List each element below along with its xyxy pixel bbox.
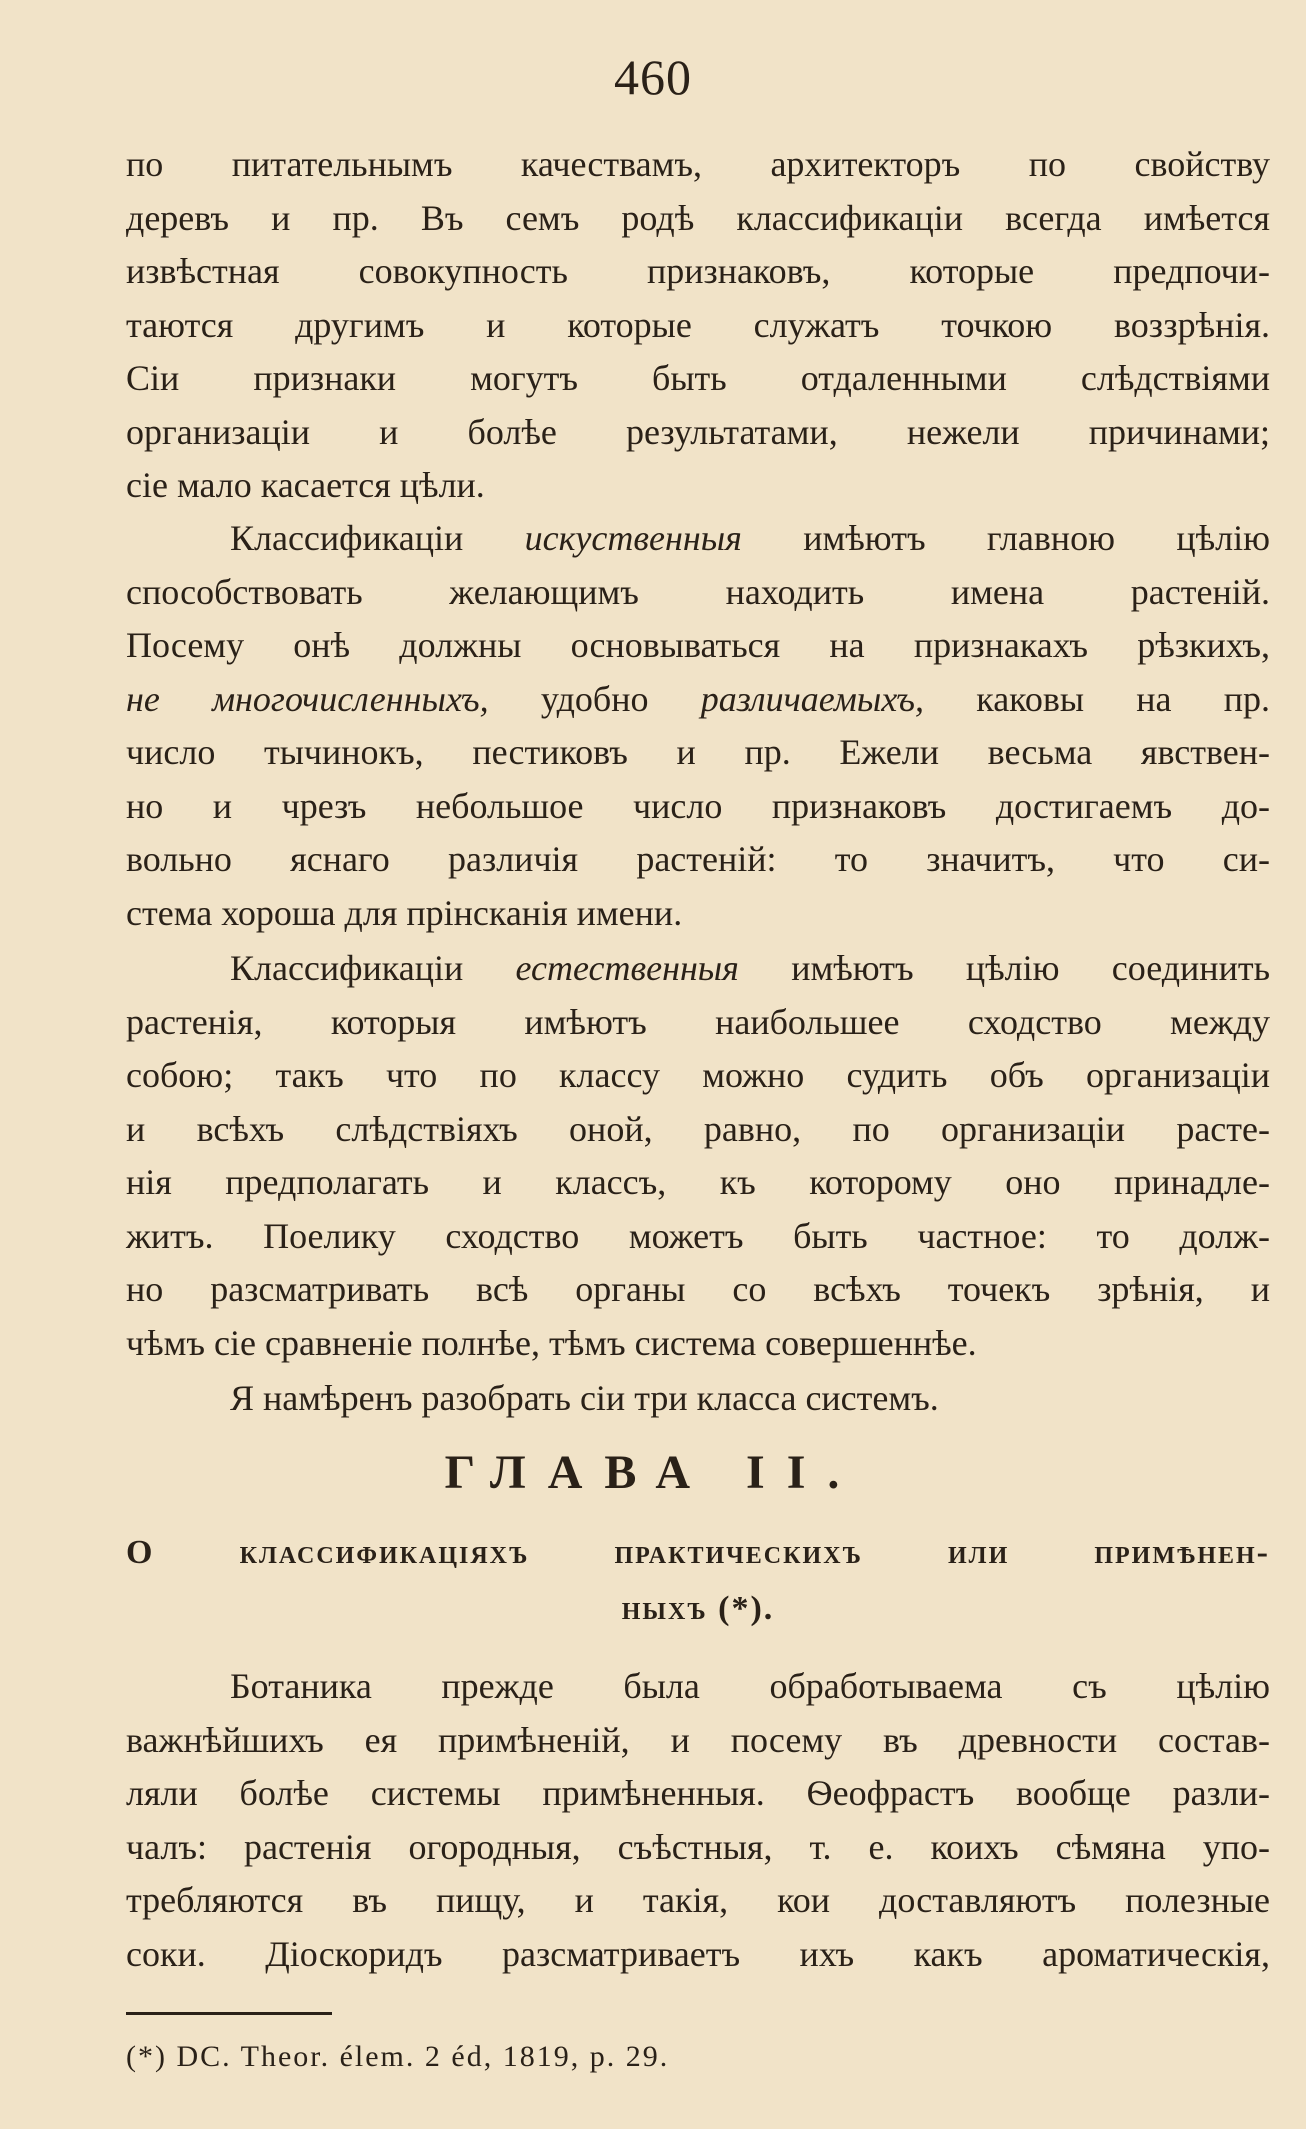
text-line: собою; такъ что по классу можно судить объ организаціи [126,1055,1270,1095]
paragraph-3 [126,942,1270,1370]
emphasis-text: не многочисленныхъ, [126,678,489,719]
text-span: Классификаціи [230,518,464,558]
chapter-title-line: О классификаціяхъ практическихъ или примѣнен- [126,1534,1270,1571]
text-line: извѣстная совокупность признаковъ, которые предпочи- [126,251,1270,291]
text-line: Посему онѣ должны основываться на признакахъ рѣзкихъ, [126,625,1270,665]
page-number: 460 [614,49,692,105]
text-span: Ботаника прежде была обработываема съ цѣлію [230,1666,1270,1706]
text-line: сіе мало касается цѣли. [126,465,485,505]
text-span: Я намѣренъ разобрать сіи три класса системъ. [230,1378,939,1418]
emphasis-text: искуственныя [524,518,742,558]
text-line: Сіи признаки могутъ быть отдаленными слѣдствіями [126,358,1270,398]
text-line [126,1660,1270,1714]
text-span: имѣютъ главною цѣлію [803,518,1271,558]
text-line: требляются въ пищу, и такія, кои доставляютъ полезные [126,1880,1270,1920]
text-line: число тычинокъ, пестиковъ и пр. Ежели весьма явствен- [126,732,1270,772]
footnote-rule [126,2012,332,2015]
text-span: имѣютъ цѣлію соединить [791,948,1270,988]
text-line: житъ. Поелику сходство можетъ быть частное: то долж- [126,1215,1270,1256]
text-line [126,512,1270,566]
text-line: важнѣйшихъ ея примѣненій, и посему въ древности состав- [126,1719,1270,1760]
chapter-title [126,1525,1270,1637]
text-line: по питательнымъ качествамъ, архитекторъ по свойству [126,144,1270,184]
text-line: соки. Діоскоридъ разсматриваетъ ихъ какъ ароматическія, [126,1933,1270,1974]
paragraph-1 [126,138,1270,513]
text-line: и всѣхъ слѣдствіяхъ оной, равно, по организаціи расте- [126,1108,1270,1149]
paragraph-4 [126,1372,1270,1426]
text-line: таются другимъ и которые служатъ точкою воззрѣнія. [126,304,1270,345]
emphasis-text: естественныя [515,948,739,988]
text-line [126,673,1270,727]
text-line: ляли болѣе системы примѣненныя. Ѳеофрастъ вообще разли- [126,1773,1270,1813]
text-line: организаціи и болѣе результатами, нежели причинами; [126,411,1270,452]
text-span: удобно [540,678,649,719]
text-line: чалъ: растенія огородныя, съѣстныя, т. е. коихъ сѣмяна упо- [126,1826,1270,1867]
paragraph-5 [126,1660,1270,1981]
emphasis-text: различаемыхъ, [700,678,924,719]
text-span: каковы на пр. [976,678,1271,719]
chapter-title-line: ныхъ (*). [621,1590,775,1627]
text-line: вольно яснаго различія растеній: то значитъ, что си- [126,839,1270,879]
text-line [126,942,1270,996]
footnote: (*) DC. Theor. élem. 2 éd, 1819, p. 29. [126,2040,670,2073]
text-line: стема хороша для прінсканія имени. [126,892,683,933]
text-line: растенія, которыя имѣютъ наибольшее сходство между [126,1001,1270,1042]
text-span: Классификаціи [230,948,464,988]
text-line: нія предполагать и классъ, къ которому оно принадле- [126,1162,1270,1202]
text-line [126,1372,1270,1426]
text-line: но и чрезъ небольшое число признаковъ достигаемъ до- [126,785,1270,826]
text-line: но разсматривать всѣ органы со всѣхъ точекъ зрѣнія, и [126,1269,1270,1309]
text-line: чѣмъ сіе сравненіе полнѣе, тѣмъ система совершеннѣе. [126,1322,977,1363]
chapter-heading: ГЛАВА II. [444,1446,862,1499]
paragraph-2 [126,512,1270,940]
text-line: способствовать желающимъ находить имена растеній. [126,571,1270,612]
text-line: деревъ и пр. Въ семъ родѣ классификаціи всегда имѣется [126,197,1270,238]
